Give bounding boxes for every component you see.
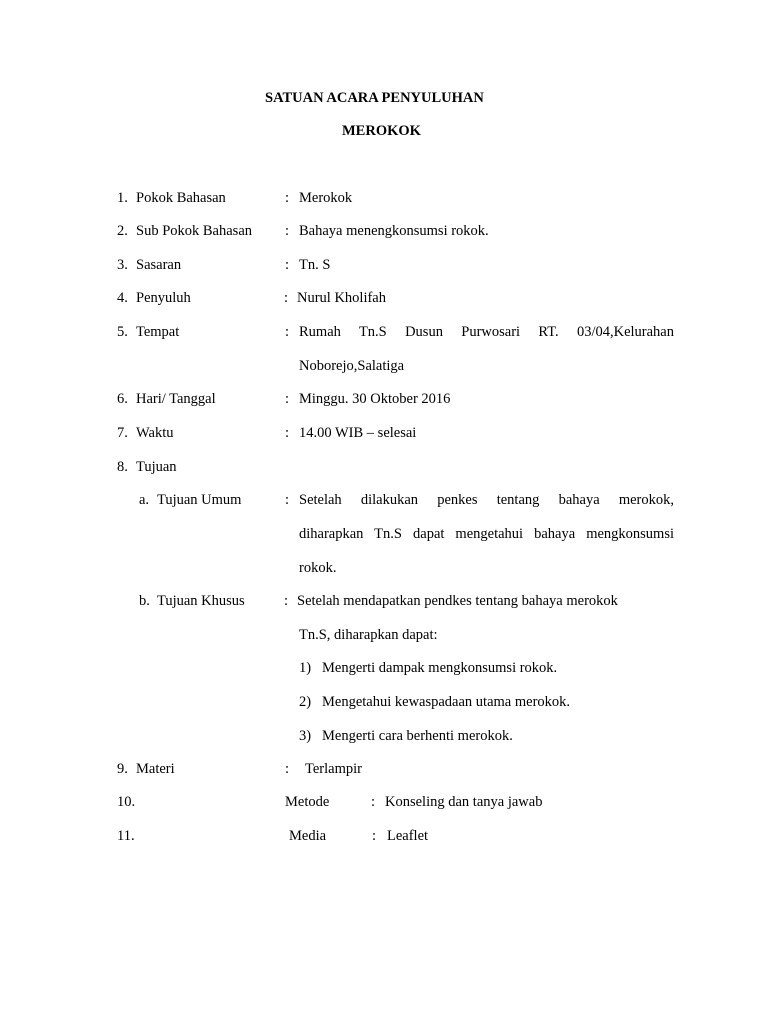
item-colon: : — [285, 324, 290, 340]
item-label: Penyuluh — [136, 290, 191, 306]
item-value: Terlampir — [305, 761, 362, 777]
item-colon: : — [284, 290, 289, 306]
item-value: Minggu. 30 Oktober 2016 — [299, 391, 451, 407]
subitem-colon: : — [285, 492, 290, 508]
item-label: Pokok Bahasan — [136, 190, 226, 206]
item-number: 6. — [117, 391, 128, 407]
item-number: 5. — [117, 324, 128, 340]
item-value-line: Noborejo,Salatiga — [299, 358, 405, 374]
item-number: 8. — [117, 459, 128, 475]
item-number: 7. — [117, 425, 128, 441]
item-value: Tn. S — [299, 257, 331, 273]
item-number: 1. — [117, 190, 128, 206]
item-label: Waktu — [136, 425, 174, 441]
item-number: 2. — [117, 223, 128, 239]
item-label: Tujuan — [136, 459, 177, 475]
point-text: Mengerti cara berhenti merokok. — [322, 728, 513, 744]
subitem-value-line: Setelah dilakukan penkes tentang bahaya merokok, — [299, 492, 674, 508]
item-label: Materi — [136, 761, 175, 777]
subitem-colon: : — [284, 593, 289, 609]
item-value: Konseling dan tanya jawab — [385, 794, 543, 810]
item-label: Sasaran — [136, 257, 182, 273]
item-colon: : — [285, 257, 290, 273]
item-label: Tempat — [136, 324, 180, 340]
point-number: 2) — [299, 694, 312, 710]
subitem-label: Tujuan Umum — [157, 492, 242, 508]
item-colon: : — [285, 223, 290, 239]
item-label: Sub Pokok Bahasan — [136, 223, 252, 239]
item-number: 10. — [117, 794, 136, 810]
point-text: Mengerti dampak mengkonsumsi rokok. — [322, 660, 558, 676]
subitem-label: Tujuan Khusus — [157, 593, 245, 609]
item-colon: : — [285, 190, 290, 206]
item-label: Hari/ Tanggal — [136, 391, 216, 407]
subitem-value-line: Setelah mendapatkan pendkes tentang bahaya merokok — [297, 593, 618, 609]
item-colon: : — [371, 794, 376, 810]
item-value: Leaflet — [387, 828, 429, 844]
point-text: Mengetahui kewaspadaan utama merokok. — [322, 694, 571, 710]
subitem-value-line: diharapkan Tn.S dapat mengetahui bahaya mengkonsumsi — [299, 526, 674, 542]
item-number: 4. — [117, 290, 128, 306]
document-subtitle: MEROKOK — [342, 123, 421, 139]
item-number: 9. — [117, 761, 128, 777]
item-number: 11. — [117, 828, 135, 844]
point-number: 3) — [299, 728, 312, 744]
item-label: Metode — [285, 794, 330, 810]
item-colon: : — [285, 391, 290, 407]
item-value: Nurul Kholifah — [297, 290, 386, 306]
item-value: 14.00 WIB – selesai — [299, 425, 417, 441]
item-number: 3. — [117, 257, 128, 273]
item-label: Media — [289, 828, 327, 844]
document-title: SATUAN ACARA PENYULUHAN — [265, 90, 484, 106]
item-colon: : — [285, 425, 290, 441]
item-colon: : — [372, 828, 377, 844]
item-colon: : — [285, 761, 290, 777]
item-value-line: Rumah Tn.S Dusun Purwosari RT. 03/04,Kelurahan — [299, 324, 674, 340]
item-value: Merokok — [299, 190, 353, 206]
item-value: Bahaya menengkonsumsi rokok. — [299, 223, 489, 239]
subitem-number: b. — [139, 593, 150, 609]
point-number: 1) — [299, 660, 312, 676]
subitem-number: a. — [139, 492, 150, 508]
subitem-value-line: rokok. — [299, 560, 337, 576]
subitem-value-line: Tn.S, diharapkan dapat: — [299, 627, 438, 643]
